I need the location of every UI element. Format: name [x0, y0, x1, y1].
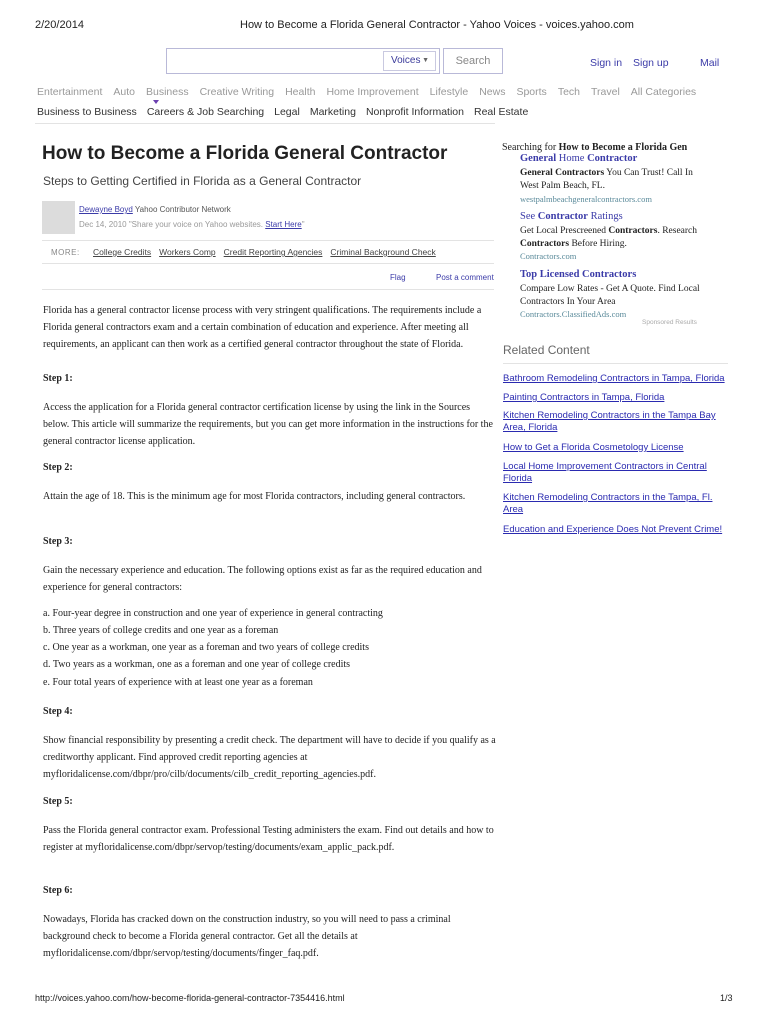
step-4-text: Show financial responsibility by presenting a credit check. The department will have to decide if you qualify as a creditworthy applicant. Find approved credit reporting agencies at myfloridalicense.com/dbpr/pro/cilb/documents/cilb_credit_reporting_agencies.pdf. — [43, 735, 496, 780]
option-e: e. Four total years of experience with at least one year as a foreman — [43, 677, 313, 688]
ad-2-line-1-start: Get Local Prescreened — [520, 226, 606, 236]
nav-item-creative-writing[interactable]: Creative Writing — [199, 86, 275, 98]
mail-link[interactable]: Mail — [700, 57, 720, 69]
searching-for — [502, 142, 687, 153]
related-link-7[interactable]: Education and Experience Does Not Prevent Crime! — [503, 524, 723, 535]
step-1-text: Access the application for a Florida general contractor certification license by using the link in the Sources below. This article will summarize the requirements, but you can get more information in the instructions for the general contractor license application. — [43, 402, 493, 447]
ad-3-title[interactable]: Top Licensed Contractors — [520, 269, 637, 280]
author-network: Yahoo Contributor Network — [134, 205, 231, 214]
author-line — [79, 205, 231, 214]
ad-2-line-1-tail: . Research — [657, 226, 698, 236]
related-link-3[interactable]: Kitchen Remodeling Contractors in the Tampa Bay Area, Florida — [503, 410, 716, 433]
option-c: c. One year as a workman, one year as a foreman and two years of college credits — [43, 642, 369, 653]
ad-2-line-1-bold: Contractors — [608, 226, 658, 236]
article-subtitle: Steps to Getting Certified in Florida as a General Contractor — [43, 174, 362, 188]
body-divider — [42, 289, 494, 290]
step-2-text: Attain the age of 18. This is the minimum age for most Florida contractors, including general contractors. — [43, 491, 466, 502]
ad-3-line-2: Contractors In Your Area — [520, 297, 616, 307]
meta-divider-top — [42, 240, 494, 241]
related-link-6[interactable]: Kitchen Remodeling Contractors in the Tampa, Fl. Area — [503, 492, 713, 515]
option-a: a. Four-year degree in construction and one year of experience in general contracting — [43, 608, 383, 619]
ad-1-line-1 — [520, 168, 693, 178]
nav-item-entertainment[interactable]: Entertainment — [37, 86, 103, 98]
ad-1-title-c: Contractor — [587, 153, 638, 164]
article-title: How to Become a Florida General Contractor — [42, 143, 448, 164]
ad-1-line-2: West Palm Beach, FL. — [520, 181, 605, 191]
nav-item-sports[interactable]: Sports — [516, 86, 547, 98]
ad-2-title-b: Contractor — [537, 211, 588, 222]
nav-item-health[interactable]: Health — [285, 86, 316, 98]
article-intro: Florida has a general contractor license process with very stringent qualifications. The requirements include a Florida general contractors exam and a certain combination of education and experience. After meeting all requirements, an applicant can then work as a certified general contractor throughout the state of Florida. — [43, 305, 482, 350]
step-2-label: Step 2: — [43, 462, 73, 473]
step-1-label: Step 1: — [43, 373, 73, 384]
search-scope-value: Voices — [391, 55, 421, 66]
subnav-item-careers[interactable]: Careers & Job Searching — [146, 106, 265, 118]
tag-credit-reporting[interactable]: Credit Reporting Agencies — [223, 247, 323, 257]
sponsored-results-label: Sponsored Results — [642, 319, 697, 326]
secondary-nav — [37, 106, 538, 118]
author-avatar[interactable] — [42, 201, 75, 234]
flag-link[interactable]: Flag — [390, 273, 406, 282]
search-scope-select[interactable] — [383, 51, 436, 71]
subnav-item-marketing[interactable]: Marketing — [309, 106, 356, 118]
ad-2-line-2-rest: Before Hiring. — [571, 239, 627, 249]
searching-prefix: Searching for — [502, 142, 557, 153]
primary-nav — [37, 86, 707, 98]
ad-2-url[interactable]: Contractors.com — [520, 251, 577, 261]
tag-college-credits[interactable]: College Credits — [93, 247, 152, 257]
post-comment-link[interactable]: Post a comment — [436, 273, 494, 282]
option-d: d. Two years as a workman, one as a foreman and one year of college credits — [43, 659, 351, 670]
nav-item-tech[interactable]: Tech — [557, 86, 580, 98]
ad-2-title-c: Ratings — [590, 211, 623, 222]
step-4-label: Step 4: — [43, 706, 73, 717]
chevron-down-icon: ▼ — [422, 57, 429, 64]
date-line: Dec 14, 2010 "Share your voice on Yahoo websites. Start Here" — [79, 220, 305, 229]
option-b: b. Three years of college credits and one year as a foreman — [43, 625, 279, 636]
step-6-label: Step 6: — [43, 885, 73, 896]
author-name-link[interactable]: Dewayne Boyd — [79, 205, 133, 214]
tag-workers-comp[interactable]: Workers Comp — [159, 247, 216, 257]
nav-item-home-improvement[interactable]: Home Improvement — [326, 86, 419, 98]
ad-1-title[interactable] — [520, 153, 637, 164]
nav-item-news[interactable]: News — [479, 86, 506, 98]
active-category-marker-icon — [153, 100, 159, 104]
sign-up-link[interactable]: Sign up — [633, 57, 669, 69]
ad-1-line-1-rest: You Can Trust! Call In — [606, 168, 693, 178]
more-label: MORE: — [51, 248, 80, 257]
step-5-text: Pass the Florida general contractor exam. Professional Testing administers the exam. Find out details and how to register at myfloridalicense.com/dbpr/servop/testing/documents/exam_applic_pack.pdf. — [43, 825, 494, 853]
related-content-header: Related Content — [503, 343, 590, 357]
nav-item-lifestyle[interactable]: Lifestyle — [429, 86, 469, 98]
nav-item-auto[interactable]: Auto — [113, 86, 135, 98]
nav-item-travel[interactable]: Travel — [591, 86, 620, 98]
print-page-title: How to Become a Florida General Contractor - Yahoo Voices - voices.yahoo.com — [240, 19, 634, 31]
article-date: Dec 14, 2010 "Share your voice on Yahoo websites. — [79, 220, 263, 229]
related-link-1[interactable]: Bathroom Remodeling Contractors in Tampa, Florida — [503, 373, 725, 384]
sign-in-link[interactable]: Sign in — [590, 57, 623, 69]
tag-criminal-background[interactable]: Criminal Background Check — [330, 247, 436, 257]
nav-item-all-categories[interactable]: All Categories — [630, 86, 697, 98]
search-button[interactable]: Search — [443, 48, 503, 74]
ad-1-title-a: General — [520, 153, 557, 164]
related-link-4[interactable]: How to Get a Florida Cosmetology License — [503, 442, 684, 453]
print-footer-page: 1/3 — [720, 993, 733, 1003]
ad-3-line-1: Compare Low Rates - Get A Quote. Find Local — [520, 284, 700, 294]
ad-2-line-2-bold: Contractors — [520, 239, 570, 249]
ad-1-title-b: Home — [558, 153, 585, 164]
searching-term: How to Become a Florida Gen — [558, 142, 688, 153]
related-divider — [503, 363, 728, 364]
ad-2-line-1 — [520, 226, 697, 236]
ad-1-line-1-bold: General Contractors — [520, 168, 605, 178]
ad-3-url[interactable]: Contractors.ClassifiedAds.com — [520, 309, 627, 319]
step-3-label: Step 3: — [43, 536, 73, 547]
start-here-link[interactable]: Start Here — [265, 220, 302, 229]
nav-item-business[interactable]: Business — [145, 86, 189, 98]
subnav-item-business-to-business[interactable]: Business to Business — [37, 106, 137, 118]
step-5-label: Step 5: — [43, 796, 73, 807]
nav-divider — [35, 123, 495, 124]
subnav-item-legal[interactable]: Legal — [274, 106, 300, 118]
ad-2-title-a: See — [520, 211, 536, 222]
ad-1-url[interactable]: westpalmbeachgeneralcontractors.com — [520, 194, 652, 204]
related-link-5[interactable]: Local Home Improvement Contractors in Central Florida — [503, 461, 707, 484]
meta-divider-bottom — [42, 263, 494, 264]
ad-2-title[interactable] — [520, 211, 623, 222]
print-date: 2/20/2014 — [35, 19, 84, 31]
step-6-text: Nowadays, Florida has cracked down on the construction industry, so you will need to pass a criminal background check to become a Florida general contractor. Get all the details at myfloridalicense.com/dbpr/servop/testing/documents/finger_faq.pdf. — [43, 914, 451, 959]
tag-list — [93, 247, 444, 257]
subnav-item-nonprofit[interactable]: Nonprofit Information — [365, 106, 464, 118]
subnav-item-real-estate[interactable]: Real Estate — [474, 106, 529, 118]
print-footer-url: http://voices.yahoo.com/how-become-florida-general-contractor-7354416.html — [35, 993, 345, 1003]
step-3-text: Gain the necessary experience and education. The following options exist as far as the required education and experience for general contractors: — [43, 565, 482, 593]
related-link-2[interactable]: Painting Contractors in Tampa, Florida — [503, 392, 665, 403]
ad-2-line-2 — [520, 239, 627, 249]
